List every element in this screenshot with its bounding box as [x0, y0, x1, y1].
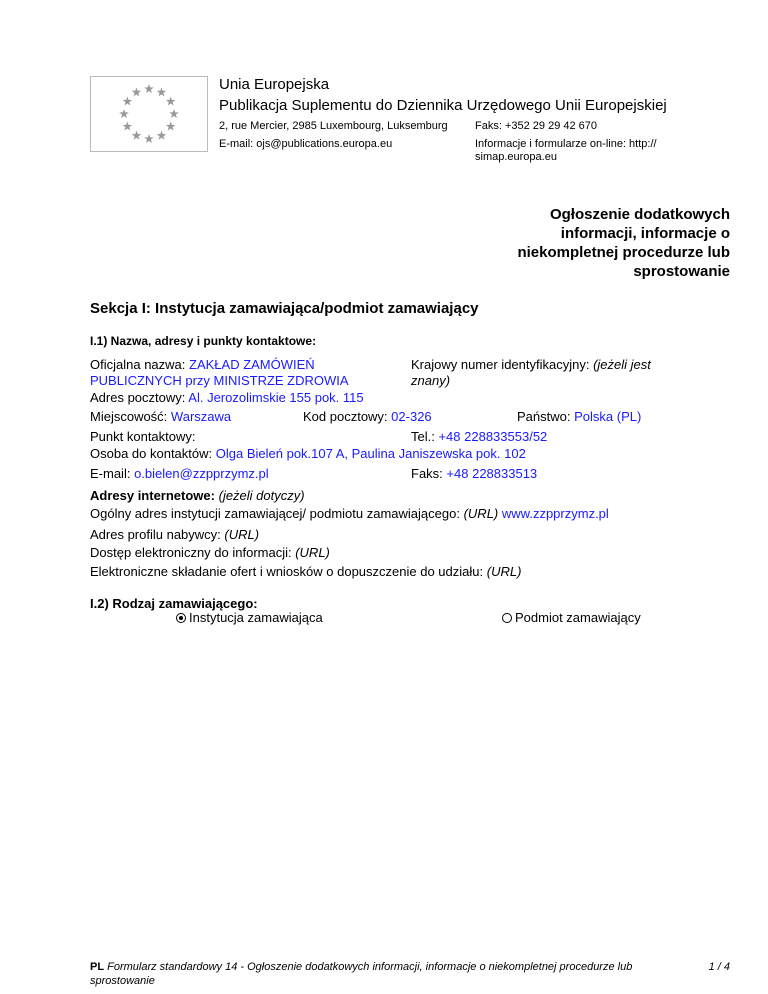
- contact-person-value: Olga Bieleń pok.107 A, Paulina Janiszewska pok. 102: [215, 446, 526, 461]
- header-org: Unia Europejska: [219, 76, 330, 93]
- title-line: sprostowanie: [633, 263, 730, 280]
- eu-flag-logo: [90, 76, 208, 152]
- header-info-line1: Informacje i formularze on-line: http://: [475, 138, 657, 150]
- field-note: (URL): [463, 506, 499, 521]
- header-info-line2: simap.europa.eu: [475, 151, 557, 163]
- field-label: Dostęp elektroniczny do informacji:: [90, 545, 292, 560]
- fax-row: [411, 466, 537, 482]
- title-line: niekompletnej procedurze lub: [517, 244, 730, 261]
- star-icon: [132, 87, 142, 96]
- internet-title: Adresy internetowe:: [90, 488, 215, 503]
- footer-lang: PL: [90, 961, 105, 973]
- official-name-value-line2: PUBLICZNYCH przy MINISTRZE ZDROWIA: [90, 373, 349, 388]
- radio-label: Podmiot zamawiający: [515, 610, 641, 625]
- town-value: Warszawa: [170, 409, 232, 424]
- header-fax: Faks: +352 29 29 42 670: [475, 120, 598, 132]
- buyer-profile-row: [90, 527, 259, 543]
- field-label: Adres profilu nabywcy:: [90, 527, 221, 542]
- postal-address-row: [90, 390, 364, 406]
- radio-option-contracting-entity[interactable]: [502, 610, 641, 626]
- country-row: [517, 409, 641, 425]
- country-value: Polska (PL): [574, 409, 642, 424]
- header-publication: Publikacja Suplementu do Dziennika Urzędowego Unii Europejskiej: [219, 97, 667, 114]
- section-title: Sekcja I: Instytucja zamawiająca/podmiot zamawiający: [90, 300, 479, 317]
- email-row: [90, 466, 269, 482]
- field-label: Kod pocztowy:: [303, 409, 388, 424]
- postcode-value: 02-326: [391, 409, 432, 424]
- postal-address-value: Al. Jerozolimskie 155 pok. 115: [188, 390, 364, 405]
- town-row: [90, 409, 231, 425]
- star-icon: [157, 87, 167, 96]
- official-name-row: [90, 357, 315, 373]
- footer-form-name: Formularz standardowy 14 - Ogłoszenie dodatkowych informacji, informacje o niekompletnej procedurze lub: [107, 961, 633, 973]
- eu-flag-icon: [91, 77, 207, 151]
- star-icon: [157, 131, 167, 140]
- field-note: (jeżeli jest: [593, 357, 651, 372]
- field-note: (URL): [486, 564, 522, 579]
- star-icon: [169, 109, 179, 118]
- field-label: Krajowy numer identyfikacyjny:: [411, 357, 590, 372]
- star-icon: [123, 97, 133, 106]
- star-icon: [123, 122, 133, 131]
- star-icon: [132, 131, 142, 140]
- subsection-title: I.1) Nazwa, adresy i punkty kontaktowe:: [90, 334, 317, 348]
- header-email: E-mail: ojs@publications.europa.eu: [219, 138, 393, 150]
- field-note: (jeżeli dotyczy): [218, 488, 305, 503]
- field-label: Państwo:: [517, 409, 571, 424]
- tel-row: [411, 429, 547, 445]
- tel-value: +48 228833553/52: [438, 429, 548, 444]
- field-label: Osoba do kontaktów:: [90, 446, 213, 461]
- radio-unchecked-icon[interactable]: [502, 613, 512, 623]
- contact-point-label: Punkt kontaktowy:: [90, 429, 196, 444]
- field-label: Miejscowość:: [90, 409, 168, 424]
- star-icon: [144, 84, 154, 93]
- general-url-row: [90, 506, 609, 522]
- internet-addresses-row: [90, 488, 305, 504]
- general-url-link[interactable]: www.zzpprzymz.pl: [501, 506, 609, 521]
- document-title: [450, 205, 730, 281]
- field-note: (URL): [295, 545, 330, 560]
- field-label: Faks:: [411, 466, 443, 481]
- postcode-row: [303, 409, 432, 425]
- field-label: Oficjalna nazwa:: [90, 357, 186, 372]
- field-label: E-mail:: [90, 466, 131, 481]
- email-value: o.bielen@zzpprzymz.pl: [134, 466, 269, 481]
- field-label: Adres pocztowy:: [90, 390, 186, 405]
- electronic-submission-row: [90, 564, 521, 580]
- national-id-note-line2: znany): [411, 373, 451, 388]
- electronic-access-row: [90, 545, 330, 561]
- star-icon: [119, 109, 129, 118]
- radio-option-contracting-authority[interactable]: [176, 610, 323, 626]
- footer-form-name-line2: sprostowanie: [90, 975, 155, 987]
- star-icon: [144, 134, 154, 143]
- title-line: informacji, informacje o: [560, 225, 730, 242]
- footer-text: [90, 960, 690, 974]
- official-name-value: ZAKŁAD ZAMÓWIEŃ: [189, 357, 315, 372]
- star-icon: [166, 97, 176, 106]
- national-id-row: [411, 357, 651, 373]
- radio-checked-icon[interactable]: [176, 613, 186, 623]
- header-address: 2, rue Mercier, 2985 Luxembourg, Luksemburg: [219, 120, 448, 132]
- title-line: Ogłoszenie dodatkowych: [549, 206, 730, 223]
- field-label: Tel.:: [411, 429, 435, 444]
- field-note: (URL): [224, 527, 260, 542]
- field-label: Elektroniczne składanie ofert i wniosków o dopuszczenie do udziału:: [90, 564, 484, 579]
- contact-person-row: [90, 446, 526, 462]
- subsection-title: I.2) Rodzaj zamawiającego:: [90, 596, 258, 611]
- radio-label: Instytucja zamawiająca: [189, 610, 323, 625]
- page-number: 1 / 4: [708, 961, 730, 973]
- star-icon: [166, 122, 176, 131]
- fax-value: +48 228833513: [446, 466, 538, 481]
- field-label: Ogólny adres instytucji zamawiającej/ podmiotu zamawiającego:: [90, 506, 460, 521]
